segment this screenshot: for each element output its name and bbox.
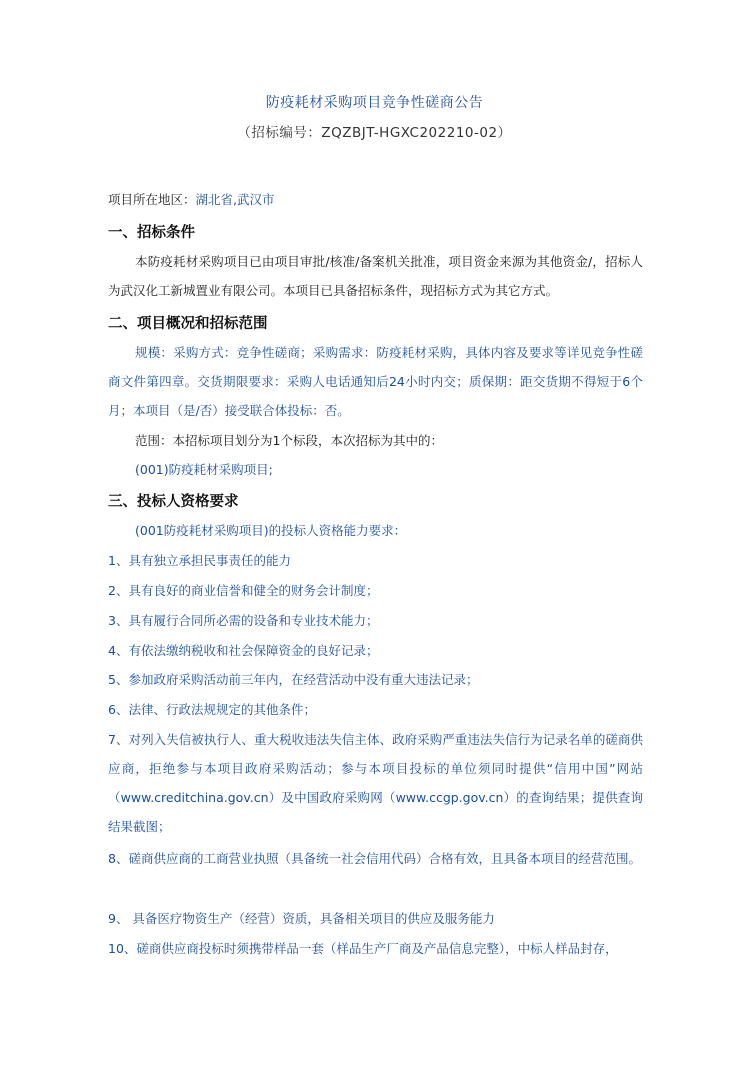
section-heading-3: 三、投标人资格要求 — [108, 494, 239, 510]
section-1-paragraph: 本防疫耗材采购项目已由项目审批/核准/备案机关批准，项目资金来源为其他资金/，招标人为武汉化工新城置业有限公司。本项目已具备招标条件，现招标方式为其它方式。 — [108, 254, 643, 298]
section-2-lot: (001)防疫耗材采购项目; — [135, 462, 273, 477]
requirement-item: 6、法律、行政法规规定的其他条件； — [108, 702, 316, 717]
project-region — [108, 191, 643, 209]
region-value: 湖北省,武汉市 — [195, 192, 275, 207]
requirement-item: 4、有依法缴纳税收和社会保障资金的良好记录； — [108, 643, 379, 658]
requirement-item: 7、对列入失信被执行人、重大税收违法失信主体、政府采购严重违法失信行为记录名单的磋商供应商，拒绝参与本项目政府采购活动；参与本项目投标的单位须同时提供“信用中国”网站（www.creditchina.gov.cn）及中国政府采购网（www.ccgp.gov.cn）的查询结果；提供查询结果截图； — [108, 732, 643, 834]
requirement-item: 9、 具备医疗物资生产（经营）资质，具备相关项目的供应及服务能力 — [108, 911, 495, 926]
section-3-intro: (001防疫耗材采购项目)的投标人资格能力要求： — [135, 523, 407, 538]
requirement-item: 8、磋商供应商的工商营业执照（具备统一社会信用代码）合格有效，且具备本项目的经营范围。 — [108, 851, 641, 866]
tender-number: （招标编号：ZQZBJT-HGXC202210-02） — [237, 125, 512, 141]
requirement-item: 3、具有履行合同所必需的设备和专业技术能力； — [108, 613, 379, 628]
region-label: 项目所在地区： — [108, 192, 196, 207]
document-title: 防疫耗材采购项目竞争性磋商公告 — [265, 95, 484, 111]
section-2-scope: 范围：本招标项目划分为1个标段，本次招标为其中的： — [135, 433, 443, 448]
section-2-scale: 规模：采购方式：竞争性磋商；采购需求：防疫耗材采购，具体内容及要求等详见竞争性磋商文件第四章。交货期限要求：采购人电话通知后24小时内交；质保期：距交货期不得短于6个月；本项目（是/否）接受联合体投标：否。 — [108, 345, 643, 418]
requirement-item: 1、具有独立承担民事责任的能力 — [108, 553, 291, 568]
requirement-item: 5、参加政府采购活动前三年内，在经营活动中没有重大违法记录； — [108, 672, 479, 687]
section-heading-2: 二、项目概况和招标范围 — [108, 316, 268, 332]
section-heading-1: 一、招标条件 — [108, 225, 195, 241]
requirement-item: 2、具有良好的商业信誉和健全的财务会计制度； — [108, 583, 379, 598]
requirement-item: 10、磋商供应商投标时须携带样品一套（样品生产厂商及产品信息完整），中标人样品封存， — [108, 941, 618, 956]
